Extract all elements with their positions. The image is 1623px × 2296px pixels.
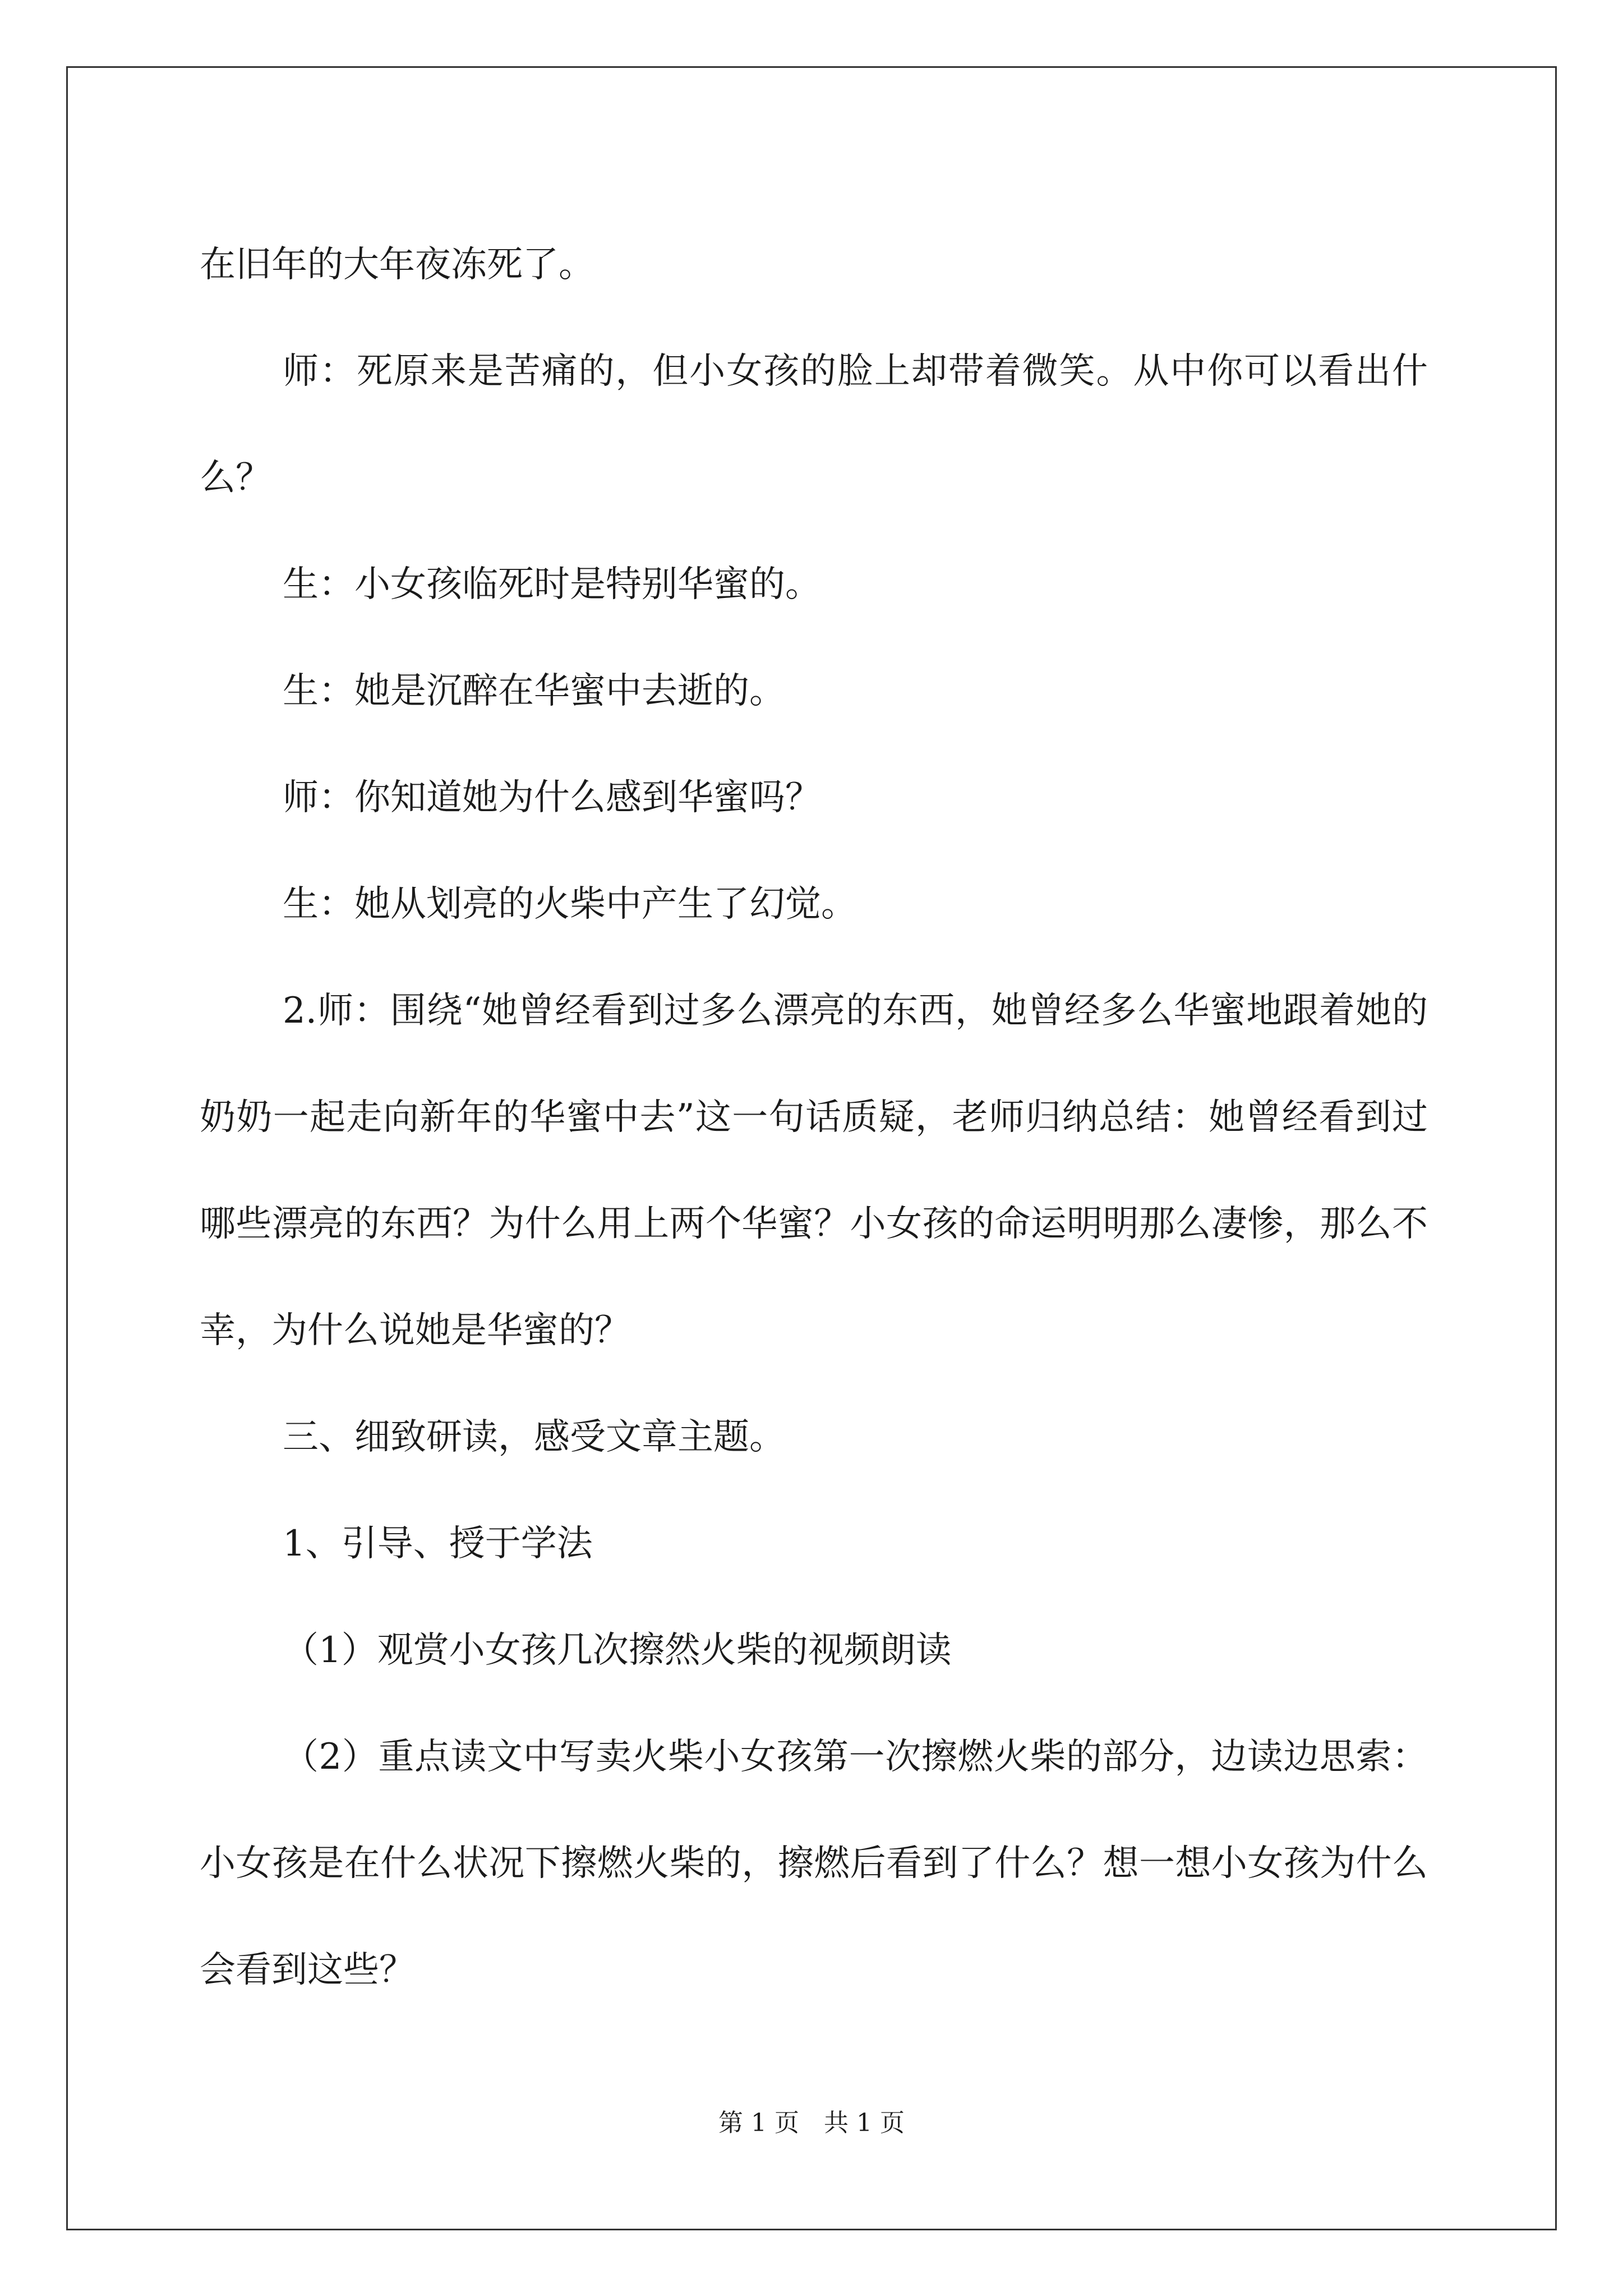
paragraph-7: 2.师：围绕“她曾经看到过多么漂亮的东西，她曾经多么华蜜地跟着她的奶奶一起走向新年的华蜜中去”这一句话质疑，老师归纳总结：她曾经看到过哪些漂亮的东西？为什么用上两个华蜜？小女孩的命运明明那么凄惨，那么不幸，为什么说她是华蜜的？: [200, 990, 1428, 1351]
paragraph-1: 在旧年的大年夜冻死了。: [200, 244, 594, 286]
page-number-footer: 第 1 页 共 1 页: [718, 2109, 905, 2137]
paragraph-5: 师：你知道她为什么感到华蜜吗？: [283, 777, 821, 818]
paragraph-9: 1、引导、授于学法: [283, 1523, 593, 1565]
paragraph-6: 生：她从划亮的火柴中产生了幻觉。: [283, 884, 857, 925]
paragraph-8: 三、细致研读，感受文章主题。: [283, 1416, 785, 1458]
paragraph-11: （2）重点读文中写卖火柴小女孩第一次擦燃火柴的部分，边读边思索：小女孩是在什么状况下擦燃火柴的，擦燃后看到了什么？想一想小女孩为什么会看到这些？: [200, 1736, 1428, 1991]
paragraph-10: （1）观赏小女孩几次擦然火柴的视频朗读: [283, 1630, 952, 1671]
paragraph-2: 师：死原来是苦痛的，但小女孩的脸上却带着微笑。从中你可以看出什么？: [200, 351, 1428, 499]
paragraph-4: 生：她是沉醉在华蜜中去逝的。: [283, 670, 785, 712]
paragraph-3: 生：小女孩临死时是特别华蜜的。: [283, 564, 821, 605]
